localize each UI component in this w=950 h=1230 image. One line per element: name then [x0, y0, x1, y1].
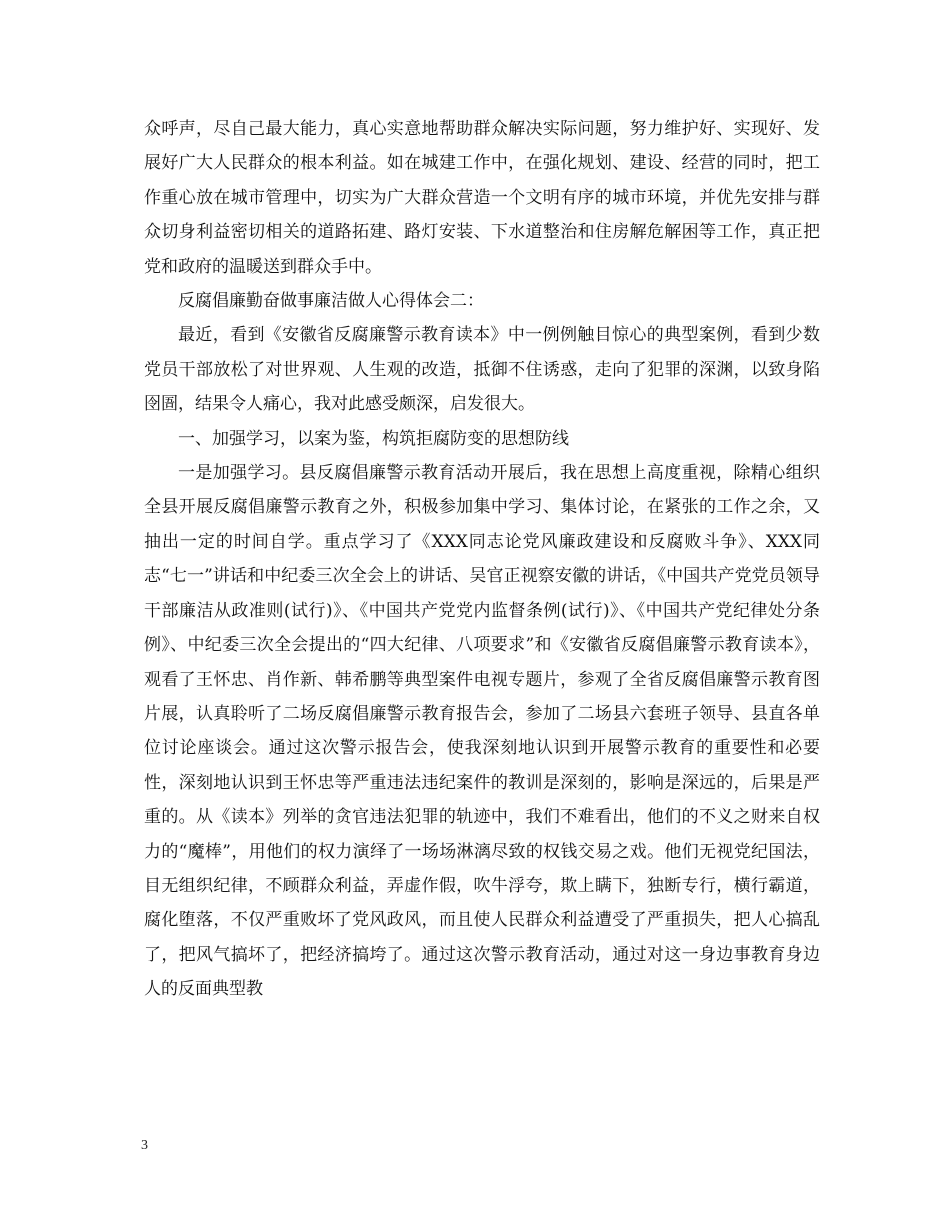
body-text: [144, 112, 820, 1007]
paragraph-study: 一是加强学习。县反腐倡廉警示教育活动开展后，我在思想上高度重视，除精心组织全县开展反腐倡廉警示教育之外，积极参加集中学习、集体讨论，在紧张的工作之余，又抽出一定的时间自学。重点学习了《XXX同志论党风廉政建设和反腐败斗争》、XXX同志“七一”讲话和中纪委三次全会上的讲话、吴官正视察安徽的讲话，《中国共产党党员领导干部廉洁从政准则(试行)》、《中国共产党党内监督条例(试行)》、《中国共产党纪律处分条例》、中纪委三次全会提出的“四大纪律、八项要求”和《安徽省反腐倡廉警示教育读本》，观看了王怀忠、肖作新、韩希鹏等典型案件电视专题片，参观了全省反腐倡廉警示教育图片展，认真聆听了二场反腐倡廉警示教育报告会，参加了二场县六套班子领导、县直各单位讨论座谈会。通过这次警示报告会，使我深刻地认识到开展警示教育的重要性和必要性，深刻地认识到王怀忠等严重违法违纪案件的教训是深刻的，影响是深远的，后果是严重的。从《读本》列举的贪官违法犯罪的轨迹中，我们不难看出，他们的不义之财来自权力的“魔棒”，用他们的权力演绎了一场场淋漓尽致的权钱交易之戏。他们无视党纪国法，目无组织纪律，不顾群众利益，弄虚作假，吹牛浮夸，欺上瞒下，独断专行，横行霸道，腐化堕落，不仅严重败坏了党风政风，而且使人民群众利益遭受了严重损失，把人心搞乱了，把风气搞坏了，把经济搞垮了。通过这次警示教育活动，通过对这一身边事教育身边人的反面典型教: [144, 463, 820, 1000]
paragraph-intro: 最近，看到《安徽省反腐廉警示教育读本》中一例例触目惊心的典型案例，看到少数党员干部放松了对世界观、人生观的改造，抵御不住诱惑，走向了犯罪的深渊，以致身陷囹圄，结果令人痛心，我对此感受颇深，启发很大。: [144, 325, 820, 415]
paragraph-continuation: 众呼声，尽自己最大能力，真心实意地帮助群众解决实际问题，努力维护好、实现好、发展好广大人民群众的根本利益。如在城建工作中，在强化规划、建设、经营的同时，把工作重心放在城市管理中，切实为广大群众营造一个文明有序的城市环境，并优先安排与群众切身利益密切相关的道路拓建、路灯安装、下水道整治和住房解危解困等工作，真正把党和政府的温暖送到群众手中。: [144, 119, 820, 277]
paragraph-heading-one: 一、加强学习，以案为鉴，构筑拒腐防变的思想防线: [178, 428, 569, 449]
paragraph-section-title: 反腐倡廉勤奋做事廉洁做人心得体会二：: [178, 291, 484, 312]
page-number: 3: [141, 1138, 148, 1153]
